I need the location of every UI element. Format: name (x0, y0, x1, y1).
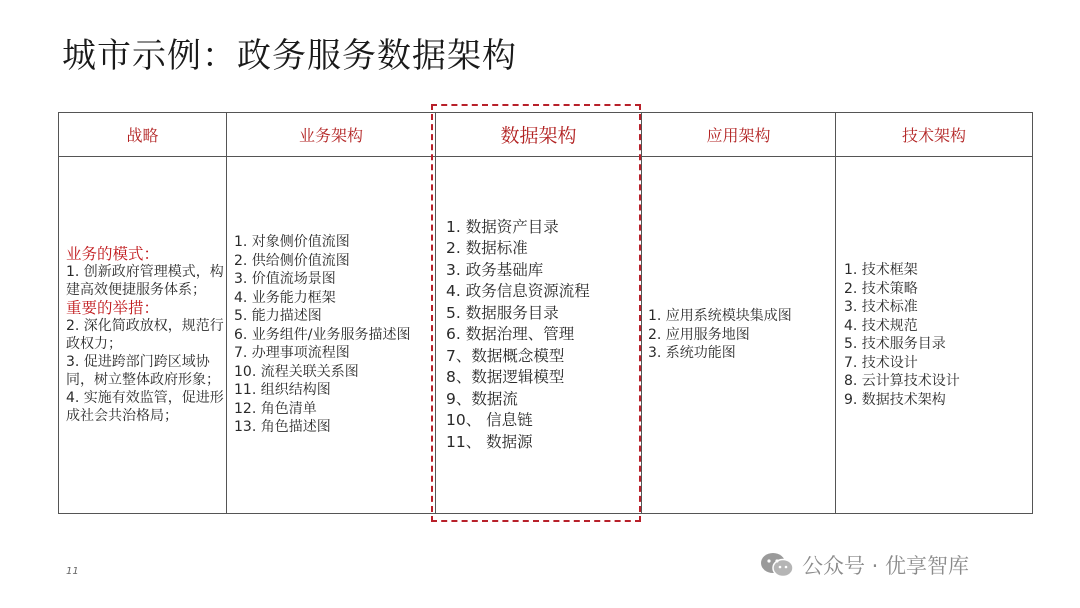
list-item: 7、数据概念模型 (446, 346, 565, 365)
watermark-text: 公众号 · 优享智库 (802, 554, 970, 578)
list-item: 6. 数据治理、管理 (446, 325, 575, 344)
list-item: 4. 政务信息资源流程 (446, 282, 590, 301)
page-title: 城市示例：政务服务数据架构 (62, 36, 517, 76)
list-item: 2. 应用服务地图 (648, 326, 750, 343)
header-technology: 技术架构 (836, 113, 1033, 157)
list-item: 2. 供给侧价值流图 (234, 252, 350, 269)
strategy-measure-heading: 重要的举措： (66, 299, 160, 317)
header-data: 数据架构 (436, 113, 642, 157)
list-item: 5. 能力描述图 (234, 308, 322, 325)
header-business: 业务架构 (227, 113, 436, 157)
strategy-content (59, 245, 226, 425)
list-item: 3. 政务基础库 (446, 260, 544, 279)
list-item: 6. 业务组件/业务服务描述图 (234, 326, 411, 343)
technology-cell (836, 157, 1033, 514)
list-item: 8、数据逻辑模型 (446, 368, 565, 387)
architecture-table (58, 112, 1033, 514)
list-item: 1. 数据资产目录 (446, 217, 559, 236)
list-item: 8. 云计算技术设计 (844, 373, 960, 389)
strategy-measure-item: 2. 深化简政放权，规范行政权力； (66, 318, 224, 352)
list-item: 1. 对象侧价值流图 (234, 234, 350, 251)
list-item: 13. 角色描述图 (234, 419, 331, 436)
application-cell (642, 157, 836, 514)
list-item: 3. 系统功能图 (648, 345, 736, 362)
list-item: 2. 数据标准 (446, 239, 528, 258)
list-item: 7. 技术设计 (844, 354, 918, 371)
technology-list (836, 261, 1032, 409)
list-item: 12. 角色清单 (234, 400, 317, 417)
list-item: 11. 组织结构图 (234, 382, 331, 399)
list-item: 3. 技术标准 (844, 299, 918, 315)
list-item: 2. 技术策略 (844, 280, 918, 297)
strategy-measure-item: 4. 实施有效监管，促进形成社会共治格局； (66, 390, 224, 424)
data-list (436, 217, 641, 454)
strategy-cell (59, 157, 227, 514)
data-cell (436, 157, 642, 514)
header-application: 应用架构 (642, 113, 836, 157)
list-item: 3. 价值流场景图 (234, 271, 336, 288)
list-item: 4. 业务能力框架 (234, 289, 336, 306)
wechat-icon (760, 552, 794, 578)
header-strategy: 战略 (59, 113, 227, 157)
list-item: 9、数据流 (446, 389, 518, 408)
list-item: 4. 技术规范 (844, 317, 918, 334)
watermark (760, 550, 969, 580)
list-item: 10. 流程关联关系图 (234, 363, 359, 380)
business-list (227, 233, 435, 437)
body-row (59, 157, 1033, 514)
business-cell (227, 157, 436, 514)
list-item: 5. 数据服务目录 (446, 303, 559, 322)
list-item: 11、 数据源 (446, 432, 533, 451)
list-item: 10、 信息链 (446, 411, 533, 430)
strategy-mode-item: 1. 创新政府管理模式，构建高效便捷服务体系； (66, 264, 224, 298)
list-item: 5. 技术服务目录 (844, 336, 946, 352)
list-item: 1. 应用系统模块集成图 (648, 308, 792, 325)
list-item: 9. 数据技术架构 (844, 391, 946, 408)
page-number: 11 (66, 566, 79, 577)
strategy-measure-item: 3. 促进跨部门跨区域协同，树立整体政府形象； (66, 354, 220, 388)
application-list (642, 307, 835, 363)
header-row (59, 113, 1033, 157)
list-item: 1. 技术框架 (844, 262, 918, 278)
list-item: 7. 办理事项流程图 (234, 345, 350, 362)
strategy-mode-heading: 业务的模式： (66, 245, 160, 263)
